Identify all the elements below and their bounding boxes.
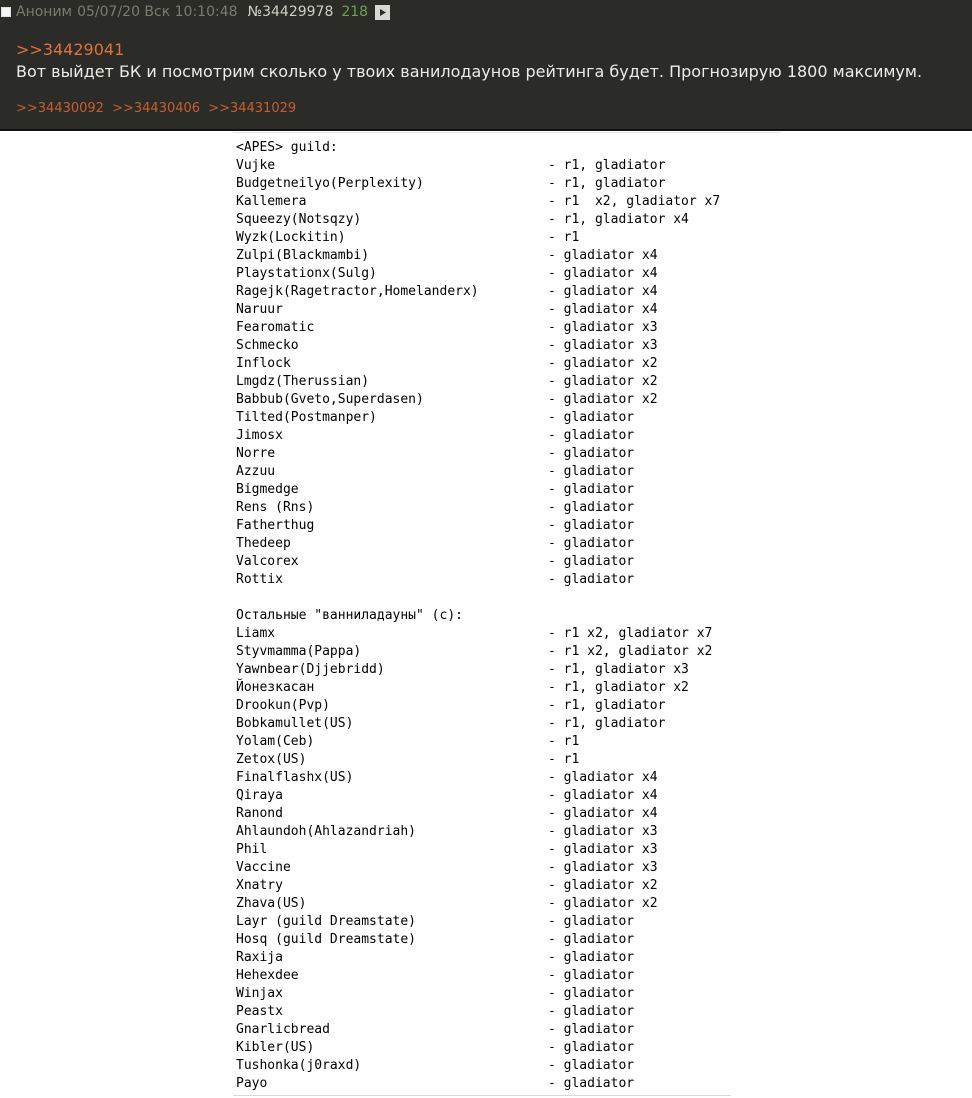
list-item: [236, 301, 756, 319]
player-name: Wyzk(Lockitin): [236, 230, 346, 245]
list-item: [236, 625, 756, 643]
player-name: Xnatry: [236, 878, 283, 893]
player-rank: - gladiator x4: [548, 302, 658, 317]
others-heading: Остальные "ванниладауны" (c):: [236, 608, 463, 623]
list-item: [236, 895, 756, 913]
player-name: Bobkamullet(US): [236, 716, 354, 731]
reply-link[interactable]: >>34429041: [16, 40, 125, 59]
player-name: Babbub(Gveto,Superdasen): [236, 392, 424, 407]
player-rank: - gladiator x2: [548, 392, 658, 407]
player-rank: - gladiator x4: [548, 284, 658, 299]
post-header: [0, 0, 972, 131]
player-name: Jimosx: [236, 428, 283, 443]
player-name: Playstationx(Sulg): [236, 266, 377, 281]
player-rank: - gladiator: [548, 950, 635, 965]
list-item: [236, 877, 756, 895]
player-name: Payo: [236, 1076, 268, 1091]
player-rank: - gladiator: [548, 1004, 635, 1019]
player-rank: - gladiator x4: [548, 248, 658, 263]
player-rank: - gladiator x3: [548, 320, 658, 335]
player-rank: - r1, gladiator: [548, 158, 666, 173]
list-item: [236, 211, 756, 229]
player-name: Peastx: [236, 1004, 283, 1019]
player-rank: - r1: [548, 752, 580, 767]
player-rank: - gladiator: [548, 410, 635, 425]
player-rank: - gladiator: [548, 554, 635, 569]
list-item: [236, 643, 756, 661]
player-name: Squeezy(Notsqzy): [236, 212, 362, 227]
player-name: Zulpi(Blackmambi): [236, 248, 370, 263]
player-name: Йонезкасан: [236, 680, 315, 695]
player-rank: - gladiator x3: [548, 860, 658, 875]
player-name: Rottix: [236, 572, 283, 587]
post-count: 218: [341, 4, 369, 20]
player-rank: - gladiator: [548, 1058, 635, 1073]
player-rank: - gladiator: [548, 968, 635, 983]
list-item: [236, 949, 756, 967]
player-rank: - gladiator: [548, 482, 635, 497]
player-name: Inflock: [236, 356, 291, 371]
player-name: Kallemera: [236, 194, 307, 209]
player-rank: - r1, gladiator: [548, 176, 666, 191]
list-item: [236, 1021, 756, 1039]
list-item: [236, 427, 756, 445]
player-name: Valcorex: [236, 554, 299, 569]
list-item: [236, 553, 756, 571]
player-rank: - gladiator x3: [548, 842, 658, 857]
list-item: [236, 445, 756, 463]
player-rank: - r1, gladiator: [548, 698, 666, 713]
list-item: [236, 841, 756, 859]
player-rank: - gladiator: [548, 1040, 635, 1055]
player-rank: - r1, gladiator x4: [548, 212, 689, 227]
player-rank: - gladiator x4: [548, 770, 658, 785]
player-name: Zhava(US): [236, 896, 307, 911]
player-name: Phil: [236, 842, 268, 857]
post-meta: [0, 2, 390, 22]
list-item: [236, 661, 756, 679]
player-name: Ragejk(Ragetractor,Homelanderx): [236, 284, 479, 299]
player-rank: - gladiator x2: [548, 896, 658, 911]
player-rank: - gladiator x4: [548, 266, 658, 281]
player-rank: - gladiator x3: [548, 824, 658, 839]
player-name: Norre: [236, 446, 276, 461]
player-name: Layr (guild Dreamstate): [236, 914, 417, 929]
player-name: Liamx: [236, 626, 276, 641]
player-name: Qiraya: [236, 788, 283, 803]
player-name: Tushonka(j0raxd): [236, 1058, 362, 1073]
player-name: Azzuu: [236, 464, 276, 479]
player-rank: - gladiator x2: [548, 374, 658, 389]
player-rank: - gladiator x2: [548, 878, 658, 893]
player-name: Yolam(Ceb): [236, 734, 315, 749]
list-item: [236, 751, 756, 769]
player-rank: - gladiator: [548, 932, 635, 947]
list-item: [236, 265, 756, 283]
backlink[interactable]: >>34430406: [112, 101, 201, 116]
list-item: [236, 967, 756, 985]
list-item: [236, 1039, 756, 1057]
list-item: [236, 499, 756, 517]
player-rank: - r1 x2, gladiator x7: [548, 626, 713, 641]
player-rank: - r1: [548, 230, 580, 245]
list-item: [236, 805, 756, 823]
list-item: [236, 229, 756, 247]
backlinks: [16, 101, 300, 116]
player-name: Fatherthug: [236, 518, 315, 533]
player-name: Finalflashx(US): [236, 770, 354, 785]
list-item: [236, 913, 756, 931]
list-item: [236, 859, 756, 877]
list-item: [236, 787, 756, 805]
player-rank: - gladiator: [548, 572, 635, 587]
list-item: [236, 193, 756, 211]
player-name: Hehexdee: [236, 968, 299, 983]
list-item: [236, 517, 756, 535]
player-rank: - gladiator: [548, 1076, 635, 1091]
player-name: Fearomatic: [236, 320, 315, 335]
list-item: [236, 1003, 756, 1021]
player-rank: - r1, gladiator x2: [548, 680, 689, 695]
player-name: Drookun(Pvp): [236, 698, 330, 713]
list-item: [236, 697, 756, 715]
player-rank: - gladiator: [548, 914, 635, 929]
list-item: [236, 319, 756, 337]
list-item: [236, 535, 756, 553]
player-rank: - gladiator: [548, 500, 635, 515]
player-rank: - gladiator x2: [548, 356, 658, 371]
spacer: [236, 589, 756, 607]
player-name: Winjax: [236, 986, 283, 1001]
divider: [233, 1095, 731, 1096]
checkbox-icon[interactable]: [1, 7, 11, 17]
player-name: Tilted(Postmanper): [236, 410, 377, 425]
player-name: Rens (Rns): [236, 500, 315, 515]
list-item: [236, 715, 756, 733]
player-rank: - gladiator: [548, 986, 635, 1001]
player-name: Styvmamma(Pappa): [236, 644, 362, 659]
list-item: [236, 769, 756, 787]
player-name: Bigmedge: [236, 482, 299, 497]
attached-list-image: [0, 131, 972, 1098]
list-item: [236, 931, 756, 949]
player-rank: - gladiator: [548, 428, 635, 443]
list-item: [236, 679, 756, 697]
list-item: [236, 463, 756, 481]
list-item: [236, 733, 756, 751]
post-number-link[interactable]: №34429978: [247, 4, 334, 20]
player-rank: - r1 x2, gladiator x2: [548, 644, 713, 659]
list-item: [236, 985, 756, 1003]
backlink[interactable]: >>34430092: [16, 101, 104, 116]
apes-list: [236, 157, 756, 589]
list-item: [236, 481, 756, 499]
list-item: [236, 355, 756, 373]
list-item: [236, 157, 756, 175]
play-icon[interactable]: [375, 5, 390, 20]
ranking-list: [236, 139, 756, 1093]
player-name: Gnarlicbread: [236, 1022, 330, 1037]
player-name: Zetox(US): [236, 752, 307, 767]
player-name: Budgetneilyo(Perplexity): [236, 176, 424, 191]
player-name: Yawnbear(Djjebridd): [236, 662, 385, 677]
player-rank: - r1 x2, gladiator x7: [548, 194, 721, 209]
player-name: Naruur: [236, 302, 283, 317]
list-item: [236, 409, 756, 427]
player-name: Vaccine: [236, 860, 291, 875]
poster-name: Аноним: [16, 4, 73, 20]
player-rank: - r1: [548, 734, 580, 749]
player-name: Hosq (guild Dreamstate): [236, 932, 417, 947]
player-rank: - gladiator x3: [548, 338, 658, 353]
backlink[interactable]: >>34431029: [208, 101, 297, 116]
list-item: [236, 373, 756, 391]
player-rank: - gladiator: [548, 464, 635, 479]
player-name: Ahlaundoh(Ahlazandriah): [236, 824, 417, 839]
player-rank: - gladiator: [548, 1022, 635, 1037]
list-item: [236, 571, 756, 589]
player-rank: - r1, gladiator x3: [548, 662, 689, 677]
player-rank: - gladiator: [548, 536, 635, 551]
list-item: [236, 175, 756, 193]
player-rank: - gladiator: [548, 518, 635, 533]
player-rank: - gladiator: [548, 446, 635, 461]
player-rank: - gladiator x4: [548, 806, 658, 821]
list-item: [236, 391, 756, 409]
player-name: Vujke: [236, 158, 276, 173]
post-date: 05/07/20 Вск 10:10:48: [77, 4, 238, 20]
player-name: Schmecko: [236, 338, 299, 353]
player-rank: - r1, gladiator: [548, 716, 666, 731]
list-item: [236, 1075, 756, 1093]
post-message: Вот выйдет БК и посмотрим сколько у твоих ванилодаунов рейтинга будет. Прогнозирую 1800 максимум.: [16, 62, 923, 81]
player-name: Thedeep: [236, 536, 291, 551]
list-item: [236, 823, 756, 841]
list-item: [236, 247, 756, 265]
list-item: [236, 283, 756, 301]
player-name: Kibler(US): [236, 1040, 315, 1055]
apes-heading: <APES> guild:: [236, 140, 338, 155]
divider: [233, 132, 781, 133]
player-name: Ranond: [236, 806, 283, 821]
list-item: [236, 337, 756, 355]
list-item: [236, 1057, 756, 1075]
player-name: Raxija: [236, 950, 283, 965]
others-list: [236, 625, 756, 1093]
player-rank: - gladiator x4: [548, 788, 658, 803]
player-name: Lmgdz(Therussian): [236, 374, 370, 389]
